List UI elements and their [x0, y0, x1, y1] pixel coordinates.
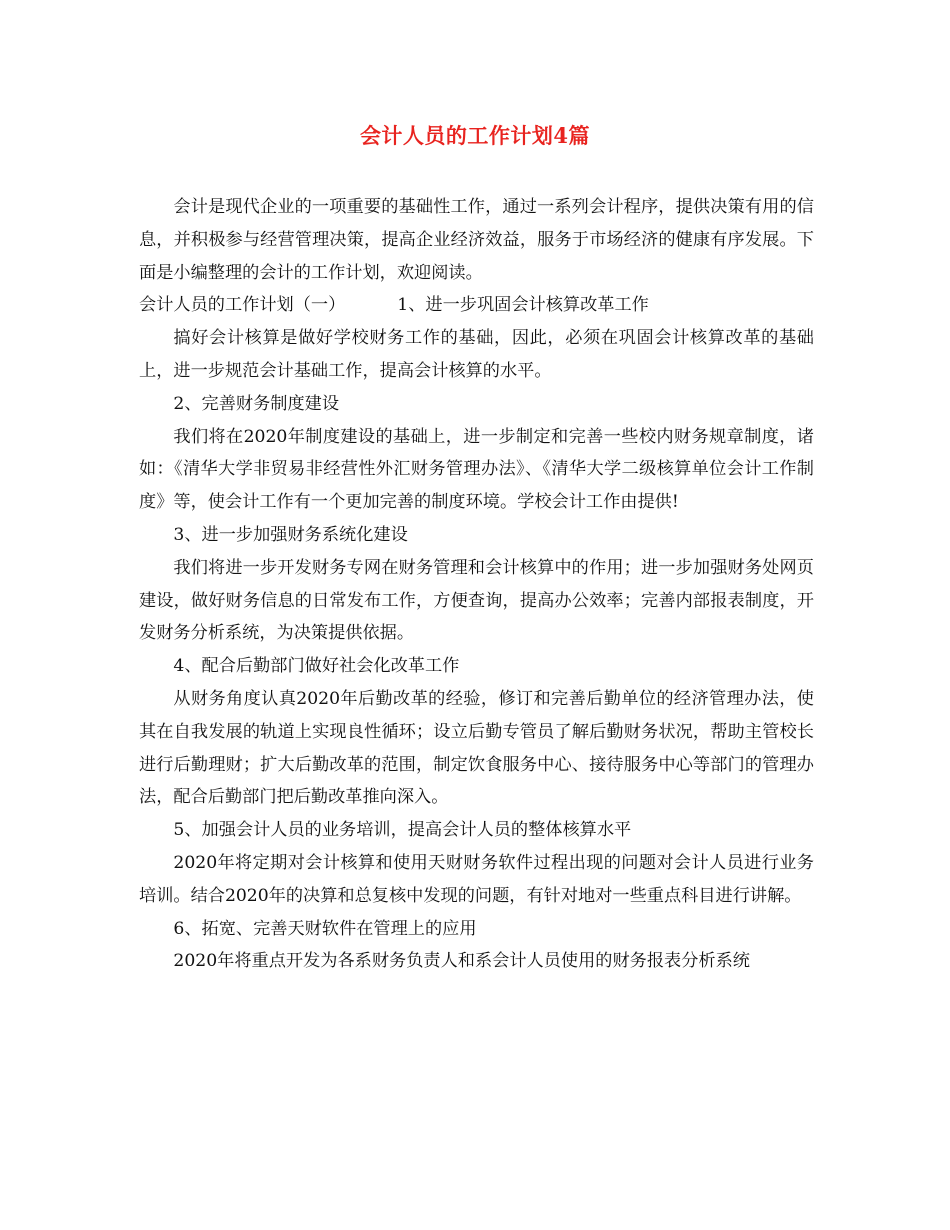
item4-heading: 4、配合后勤部门做好社会化改革工作 — [173, 656, 460, 677]
document-body — [139, 191, 814, 978]
item4-paragraph: 从财务角度认真2020年后勤改革的经验，修订和完善后勤单位的经济管理办法，使其在自我发展的轨道上实现良性循环；设立后勤专管员了解后勤财务状况，帮助主管校长进行后勤理财；扩大后勤改革的范围，制定饮食服务中心、接待服务中心等部门的管理办法，配合后勤部门把后勤改革推向深入。 — [139, 688, 814, 808]
section-heading-line — [139, 289, 814, 322]
item2-paragraph: 我们将在2020年制度建设的基础上，进一步制定和完善一些校内财务规章制度，诸如：《清华大学非贸易非经营性外汇财务管理办法》、《清华大学二级核算单位会计工作制度》等，使会计工作有一个更加完善的制度环境。学校会计工作由提供! — [139, 426, 814, 513]
document-title: 会计人员的工作计划4篇 — [359, 123, 591, 148]
item5-heading: 5、加强会计人员的业务培训，提高会计人员的整体核算水平 — [173, 820, 632, 841]
item5-paragraph: 2020年将定期对会计核算和使用天财财务软件过程出现的问题对会计人员进行业务培训。结合2020年的决算和总复核中发现的问题，有针对地对一些重点科目进行讲解。 — [139, 852, 814, 906]
item1-heading: 1、进一步巩固会计核算改革工作 — [397, 295, 649, 316]
item1-paragraph: 搞好会计核算是做好学校财务工作的基础，因此，必须在巩固会计核算改革的基础上，进一步规范会计基础工作，提高会计核算的水平。 — [139, 328, 814, 381]
item2-heading: 2、完善财务制度建设 — [173, 393, 340, 414]
item3-heading: 3、进一步加强财务系统化建设 — [173, 524, 408, 545]
item6-paragraph: 2020年将重点开发为各系财务负责人和系会计人员使用的财务报表分析系统 — [173, 951, 750, 972]
item3-paragraph: 我们将进一步开发财务专网在财务管理和会计核算中的作用；进一步加强财务处网页建设，做好财务信息的日常发布工作，方便查询，提高办公效率；完善内部报表制度，开发财务分析系统，为决策提供依据。 — [139, 557, 814, 644]
intro-paragraph: 会计是现代企业的一项重要的基础性工作，通过一系列会计程序，提供决策有用的信息，并积极参与经营管理决策，提高企业经济效益，服务于市场经济的健康有序发展。下面是小编整理的会计的工作计划，欢迎阅读。 — [139, 197, 814, 283]
section-title: 会计人员的工作计划（一） — [139, 295, 346, 316]
item6-heading: 6、拓宽、完善天财软件在管理上的应用 — [173, 918, 477, 939]
